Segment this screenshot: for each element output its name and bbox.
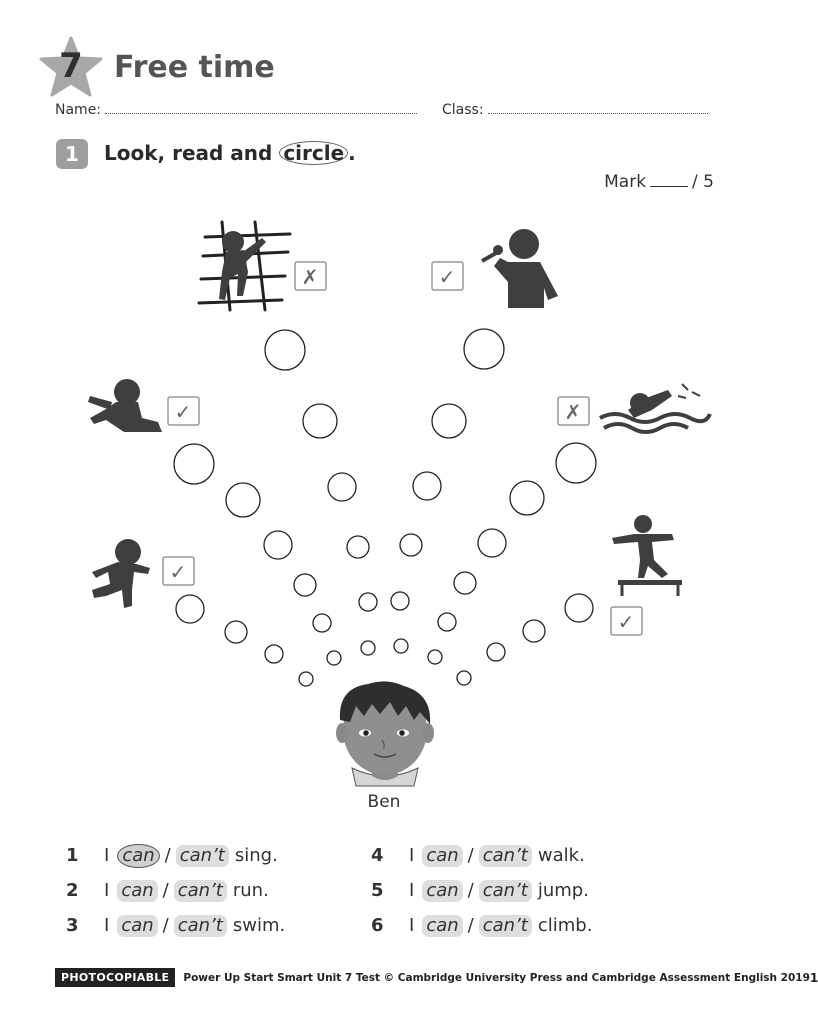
trail-circle[interactable] xyxy=(487,643,505,661)
sentence-subject: I xyxy=(409,915,415,936)
sentence-column-left xyxy=(66,838,285,943)
page-title: Free time xyxy=(114,50,275,85)
sentence-number: 5 xyxy=(371,880,384,901)
slash: / xyxy=(467,880,474,901)
activity-mark: ✓ xyxy=(169,560,187,584)
trail-circle[interactable] xyxy=(313,614,331,632)
sentence-subject: I xyxy=(104,880,110,901)
climbing-frame-child-icon xyxy=(199,222,290,310)
sentence-item xyxy=(371,838,592,873)
trail-circle[interactable] xyxy=(394,639,408,653)
sentence-number: 4 xyxy=(371,845,384,866)
unit-number: 7 xyxy=(59,46,83,86)
trail-circle[interactable] xyxy=(556,443,596,483)
activity-mark: ✗ xyxy=(564,400,582,424)
name-line[interactable] xyxy=(105,102,417,114)
option-can[interactable]: can xyxy=(422,915,462,937)
sentence-subject: I xyxy=(104,915,110,936)
sentence-item xyxy=(66,873,285,908)
mark-blank[interactable] xyxy=(650,173,688,187)
trail-circle[interactable] xyxy=(454,572,476,594)
sentence-column-right xyxy=(371,838,592,943)
trail-circle[interactable] xyxy=(413,472,441,500)
activity-diagram xyxy=(0,200,768,790)
sentence-verb: jump. xyxy=(537,880,589,901)
exercise-number-badge: 1 xyxy=(56,139,88,169)
option-can[interactable]: can xyxy=(117,844,159,868)
walking-child-icon xyxy=(88,379,162,432)
exercise-title-text: Look, read and xyxy=(104,141,280,165)
sentence-verb: climb. xyxy=(537,915,593,936)
copyright-credit: Power Up Start Smart Unit 7 Test © Cambridge University Press and Cambridge Assessment English 2019 xyxy=(183,971,810,984)
trail-circle[interactable] xyxy=(400,534,422,556)
trail-circle[interactable] xyxy=(510,481,544,515)
sentence-verb: run. xyxy=(232,880,269,901)
trail-circle[interactable] xyxy=(432,404,466,438)
option-cant[interactable]: can’t xyxy=(174,915,227,937)
option-can[interactable]: can xyxy=(422,880,462,902)
sentence-subject: I xyxy=(409,845,415,866)
option-cant[interactable]: can’t xyxy=(479,845,532,867)
trail-circle[interactable] xyxy=(391,592,409,610)
name-label: Name: xyxy=(55,102,102,118)
option-cant[interactable]: can’t xyxy=(176,845,229,867)
activity-mark: ✓ xyxy=(438,265,456,289)
trail-circle[interactable] xyxy=(438,613,456,631)
trail-circle[interactable] xyxy=(303,404,337,438)
trail-circle[interactable] xyxy=(359,593,377,611)
sentence-item xyxy=(66,838,285,873)
option-can[interactable]: can xyxy=(117,880,157,902)
mark-label: Mark xyxy=(604,172,647,192)
slash: / xyxy=(162,880,169,901)
trail-circle[interactable] xyxy=(226,483,260,517)
trail-circle[interactable] xyxy=(464,329,504,369)
class-label: Class: xyxy=(442,102,484,118)
trail-circle[interactable] xyxy=(361,641,375,655)
swimming-person-icon xyxy=(600,384,710,432)
sentence-subject: I xyxy=(409,880,415,901)
sentence-verb: swim. xyxy=(232,915,286,936)
slash: / xyxy=(467,915,474,936)
trail-circle[interactable] xyxy=(478,529,506,557)
sentence-verb: sing. xyxy=(234,845,278,866)
sentence-item xyxy=(371,873,592,908)
sentence-item xyxy=(371,908,592,943)
sentence-verb: walk. xyxy=(537,845,585,866)
sentence-number: 1 xyxy=(66,845,79,866)
trail-circle[interactable] xyxy=(265,645,283,663)
option-cant[interactable]: can’t xyxy=(479,915,532,937)
activity-mark: ✓ xyxy=(617,610,635,634)
trampoline-child-icon xyxy=(612,515,682,596)
running-child-icon xyxy=(92,539,150,608)
class-field[interactable] xyxy=(442,102,708,118)
trail-circle[interactable] xyxy=(294,574,316,596)
trail-circle[interactable] xyxy=(327,651,341,665)
circle-trails xyxy=(174,329,596,686)
photocopiable-tag: PHOTOCOPIABLE xyxy=(55,968,175,987)
slash: / xyxy=(162,915,169,936)
trail-circle[interactable] xyxy=(565,594,593,622)
trail-circle[interactable] xyxy=(264,531,292,559)
sentence-item xyxy=(66,908,285,943)
activity-mark: ✓ xyxy=(174,400,192,424)
trail-circle[interactable] xyxy=(299,672,313,686)
option-can[interactable]: can xyxy=(422,845,462,867)
option-cant[interactable]: can’t xyxy=(174,880,227,902)
trail-circle[interactable] xyxy=(174,444,214,484)
trail-circle[interactable] xyxy=(328,473,356,501)
exercise-title xyxy=(104,141,356,165)
exercise-title-circled-word: circle xyxy=(279,141,348,165)
trail-circle[interactable] xyxy=(428,650,442,664)
trail-circle[interactable] xyxy=(457,671,471,685)
boy-face-icon xyxy=(336,681,434,786)
name-field[interactable] xyxy=(55,102,417,118)
trail-circle[interactable] xyxy=(523,620,545,642)
mark-box xyxy=(604,172,714,192)
trail-circle[interactable] xyxy=(347,536,369,558)
sentence-number: 2 xyxy=(66,880,79,901)
class-line[interactable] xyxy=(488,102,708,114)
trail-circle[interactable] xyxy=(176,595,204,623)
activity-mark: ✗ xyxy=(301,265,319,289)
slash: / xyxy=(467,845,474,866)
sentence-subject: I xyxy=(104,845,110,866)
exercise-title-end: . xyxy=(348,141,356,165)
child-name: Ben xyxy=(367,792,401,812)
trail-circle[interactable] xyxy=(225,621,247,643)
trail-circle[interactable] xyxy=(265,330,305,370)
slash: / xyxy=(164,845,171,866)
page-footer xyxy=(55,968,818,987)
sentence-number: 6 xyxy=(371,915,384,936)
option-cant[interactable]: can’t xyxy=(479,880,532,902)
singing-person-icon xyxy=(482,229,558,308)
mark-total: / 5 xyxy=(692,172,714,192)
option-can[interactable]: can xyxy=(117,915,157,937)
page-number: 1 xyxy=(809,970,818,985)
sentence-number: 3 xyxy=(66,915,79,936)
